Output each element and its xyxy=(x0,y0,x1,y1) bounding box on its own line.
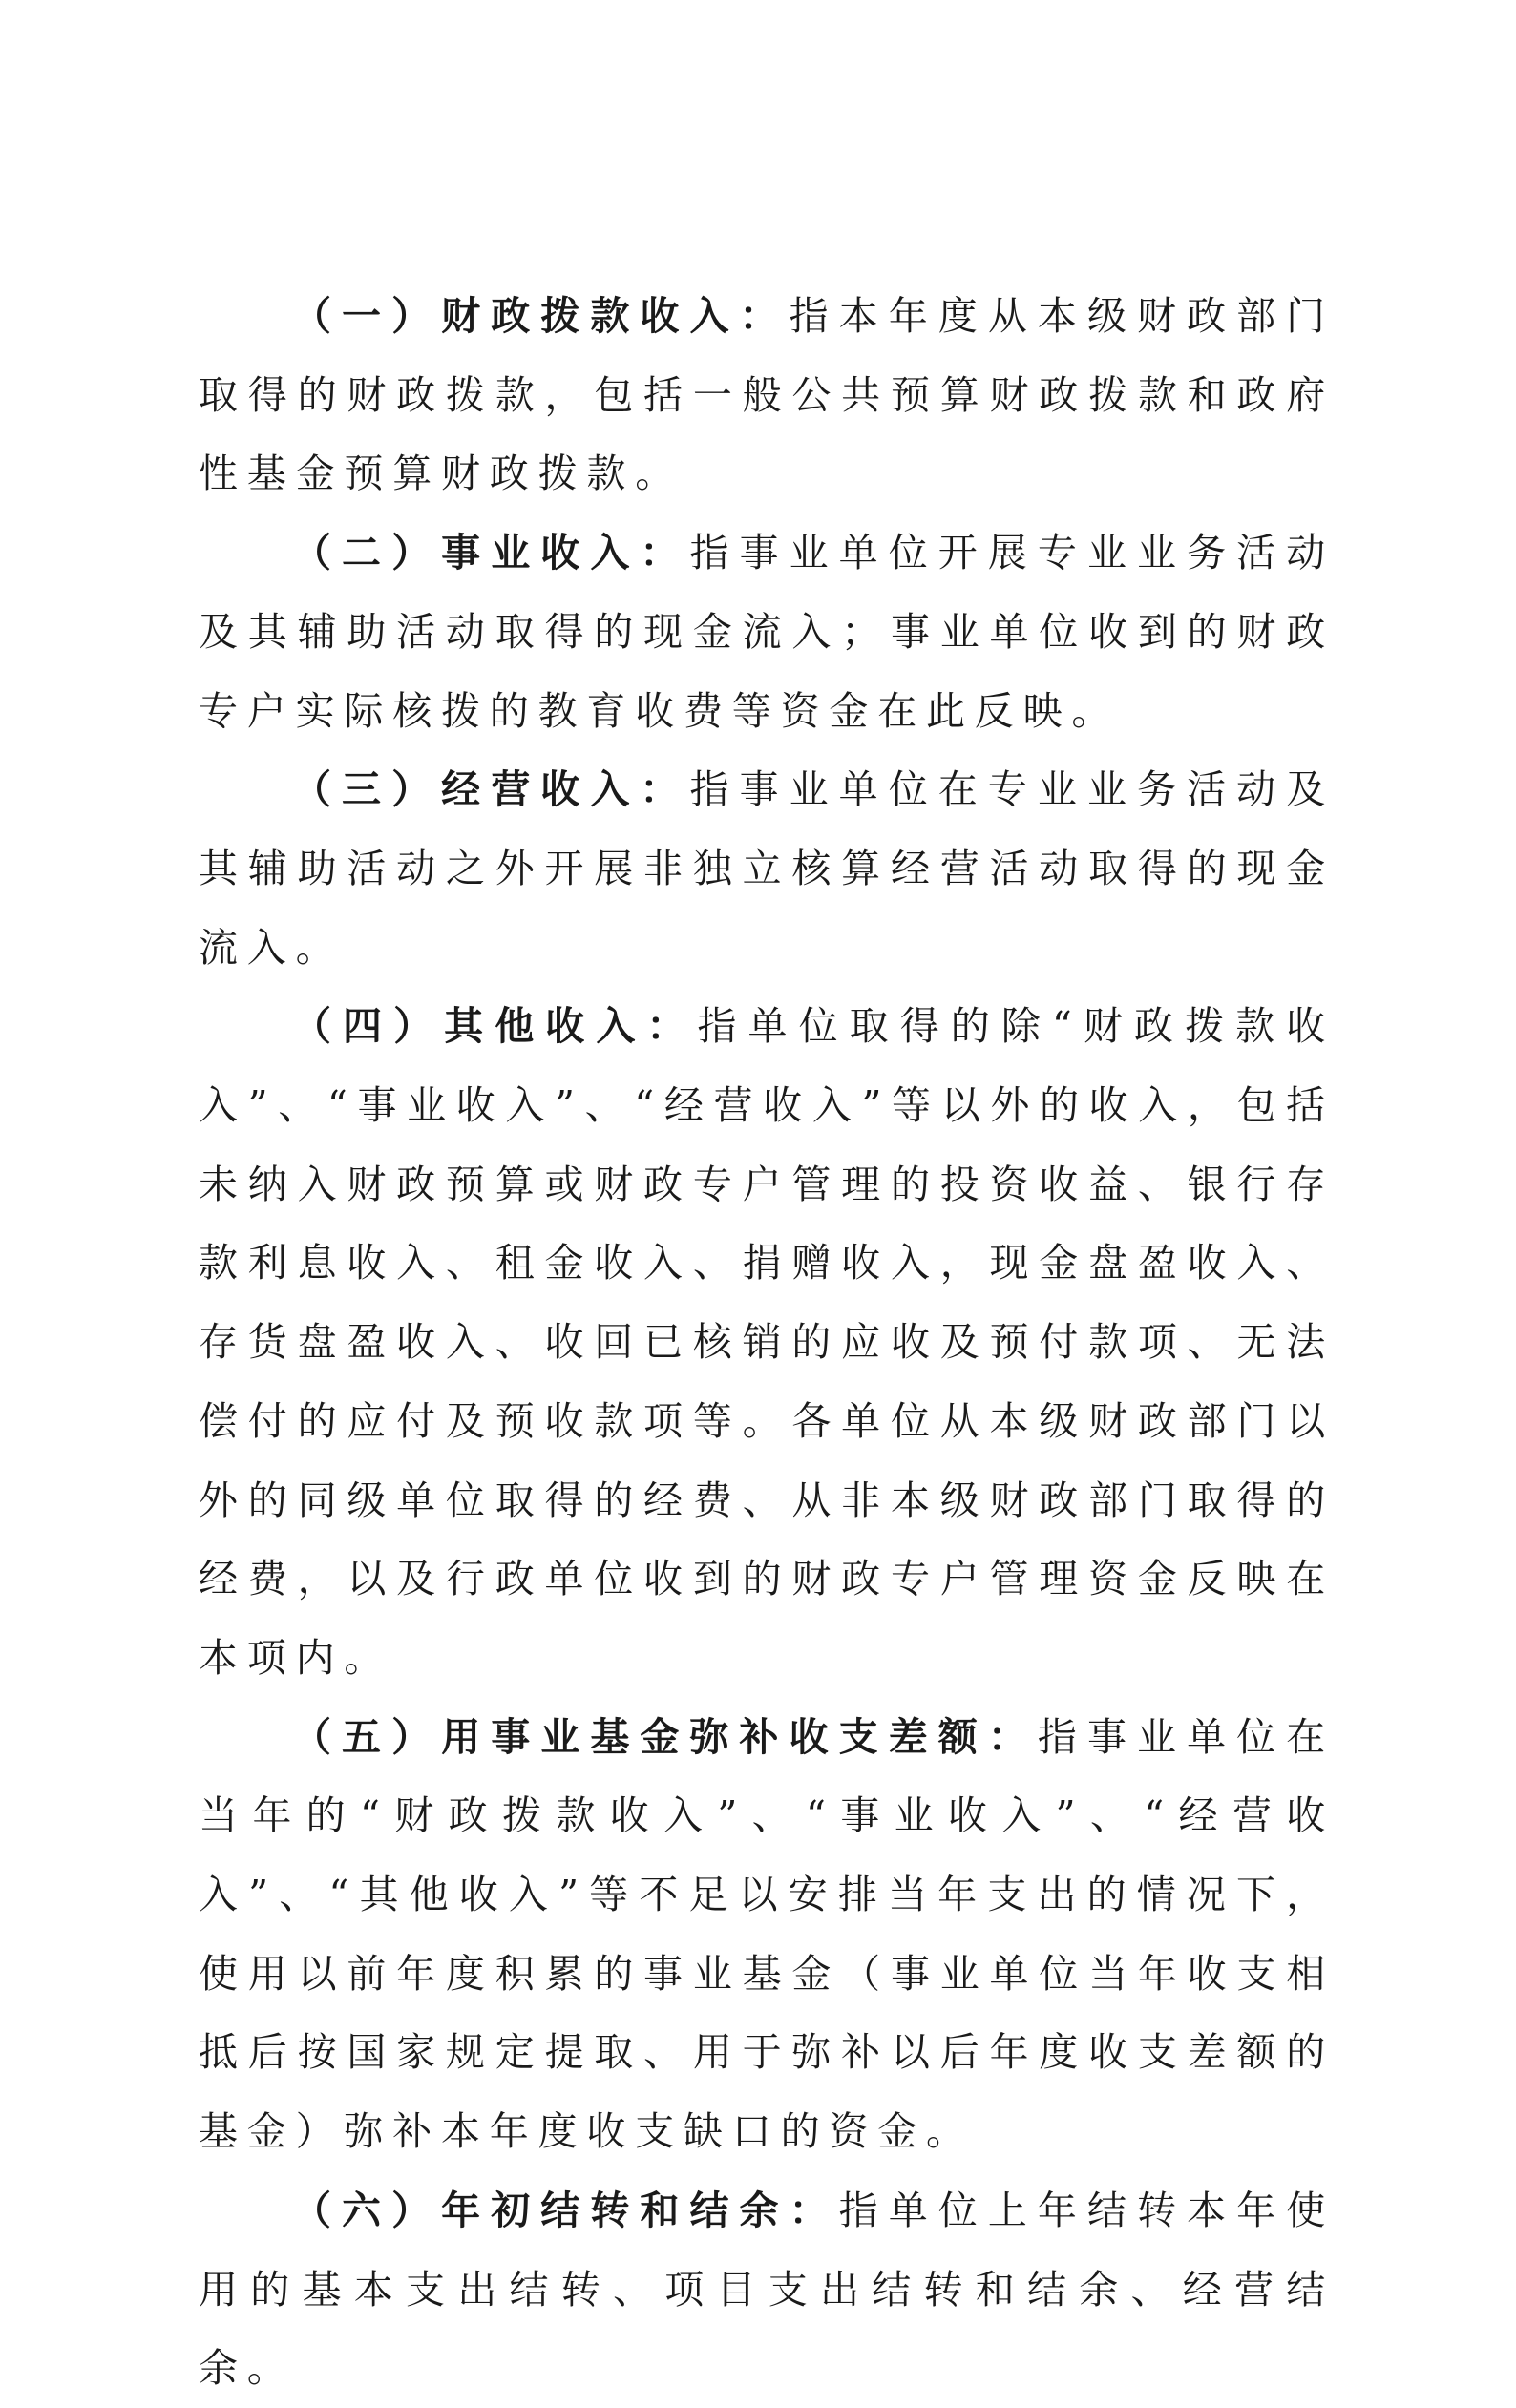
section-2 xyxy=(199,513,1335,750)
section-3-heading: （三）经营收入： xyxy=(292,766,690,813)
section-6-heading: （六）年初结转和结余： xyxy=(292,2187,839,2233)
section-5-body: 指事业单位在当年的“财政拨款收入”、“事业收入”、“经营收入”、“其他收入”等不足以安排当年支出的情况下，使用以前年度积累的事业基金（事业单位当年收支相抵后按国家规定提取、用于弥补以后年度收支差额的基金）弥补本年度收支缺口的资金。 xyxy=(199,1713,1335,2155)
section-1-body: 指本年度从本级财政部门取得的财政拨款，包括一般公共预算财政拨款和政府性基金预算财政拨款。 xyxy=(199,293,1335,497)
section-6 xyxy=(199,2171,1335,2408)
section-6-body: 指单位上年结转本年使用的基本支出结转、项目支出结转和结余、经营结余。 xyxy=(199,2187,1335,2392)
section-1 xyxy=(199,277,1335,513)
section-3-body: 指事业单位在专业业务活动及其辅助活动之外开展非独立核算经营活动取得的现金流入。 xyxy=(199,766,1335,971)
section-2-body: 指事业单位开展专业业务活动及其辅助活动取得的现金流入；事业单位收到的财政专户实际核拨的教育收费等资金在此反映。 xyxy=(199,530,1335,734)
section-4-heading: （四）其他收入： xyxy=(292,1003,698,1050)
section-4 xyxy=(199,987,1335,1697)
section-1-heading: （一）财政拨款收入： xyxy=(292,293,790,339)
section-5 xyxy=(199,1698,1335,2171)
section-5-heading: （五）用事业基金弥补收支差额： xyxy=(292,1713,1038,1760)
section-2-heading: （二）事业收入： xyxy=(292,530,690,576)
section-4-body: 指单位取得的除“财政拨款收入”、“事业收入”、“经营收入”等以外的收入，包括未纳入财政预算或财政专户管理的投资收益、银行存款利息收入、租金收入、捐赠收入，现金盘盈收入、存货盘盈收入、收回已核销的应收及预付款项、无法偿付的应付及预收款项等。各单位从本级财政部门以外的同级单位取得的经费、从非本级财政部门取得的经费，以及行政单位收到的财政专户管理资金反映在本项内。 xyxy=(199,1003,1335,1681)
document-page xyxy=(199,277,1335,2408)
section-3 xyxy=(199,750,1335,987)
